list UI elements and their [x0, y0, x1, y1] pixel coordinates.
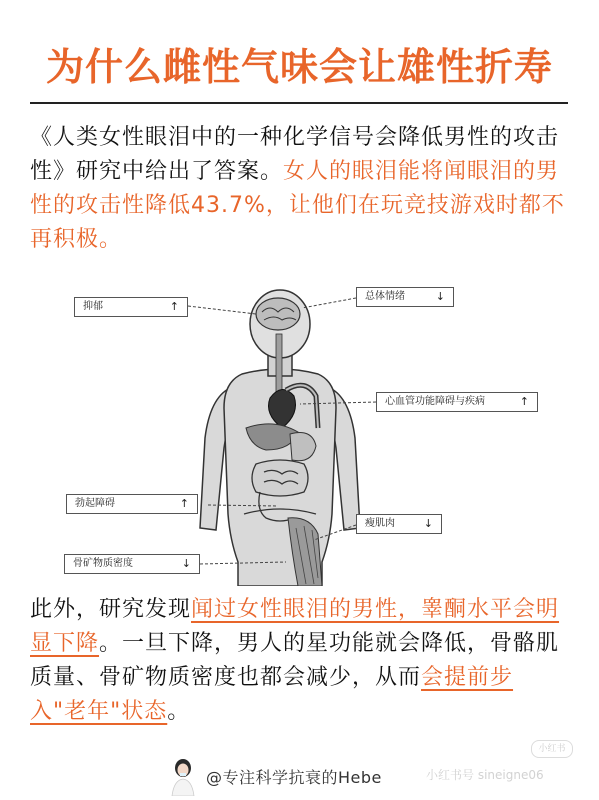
- author-handle: @专注科学抗衰的Hebe: [206, 767, 382, 787]
- down-arrow-icon: ↓: [181, 557, 191, 570]
- author-footer: [168, 756, 382, 796]
- intro-paragraph: [30, 121, 570, 257]
- body-illustration: [60, 278, 540, 586]
- detail-text-2: 。一旦下降，男人的星功能就会降低，骨骼肌质量、骨矿物质密度也都会减少，从而: [30, 631, 560, 690]
- anatomy-figure: [60, 278, 540, 586]
- page-title: 为什么雌性气味会让雄性折寿: [45, 45, 553, 89]
- down-arrow-icon: ↓: [423, 517, 433, 530]
- intro-highlight: 女人的眼泪能将闻眼泪的男性的攻击性降低43.7%，让他们在玩竞技游戏时都不再积极。: [30, 159, 565, 252]
- detail-paragraph: [30, 593, 570, 729]
- detail-text-3: 。: [167, 699, 191, 724]
- label-lean-muscle: 瘦肌肉 ↓: [356, 514, 442, 534]
- author-avatar: [168, 756, 198, 796]
- label-cardio: 心血管功能障碍与疾病 ↑: [376, 392, 538, 412]
- watermark-logo: 小红书: [531, 740, 573, 758]
- title-divider: [30, 102, 568, 104]
- label-mood: 总体情绪 ↓: [356, 287, 454, 307]
- intro-text: 《人类女性眼泪中的一种化学信号会降低男性的攻击性》研究中给出了答案。: [30, 125, 560, 184]
- up-arrow-icon: ↑: [169, 300, 179, 313]
- detail-text-1: 此外，研究发现: [30, 597, 192, 622]
- up-arrow-icon: ↑: [519, 395, 529, 408]
- label-bone-density: 骨矿物质密度 ↓: [64, 554, 200, 574]
- watermark-text: 小红书号 sineigne06: [426, 768, 544, 782]
- detail-highlight-1: 闻过女性眼泪的男性，睾酮水平会明显下降: [30, 597, 560, 656]
- down-arrow-icon: ↓: [435, 290, 445, 303]
- detail-highlight-2: 会提前步入"老年"状态: [30, 665, 514, 724]
- label-depression: 抑郁 ↑: [74, 297, 188, 317]
- up-arrow-icon: ↑: [179, 497, 189, 510]
- label-ed: 勃起障碍 ↑: [66, 494, 198, 514]
